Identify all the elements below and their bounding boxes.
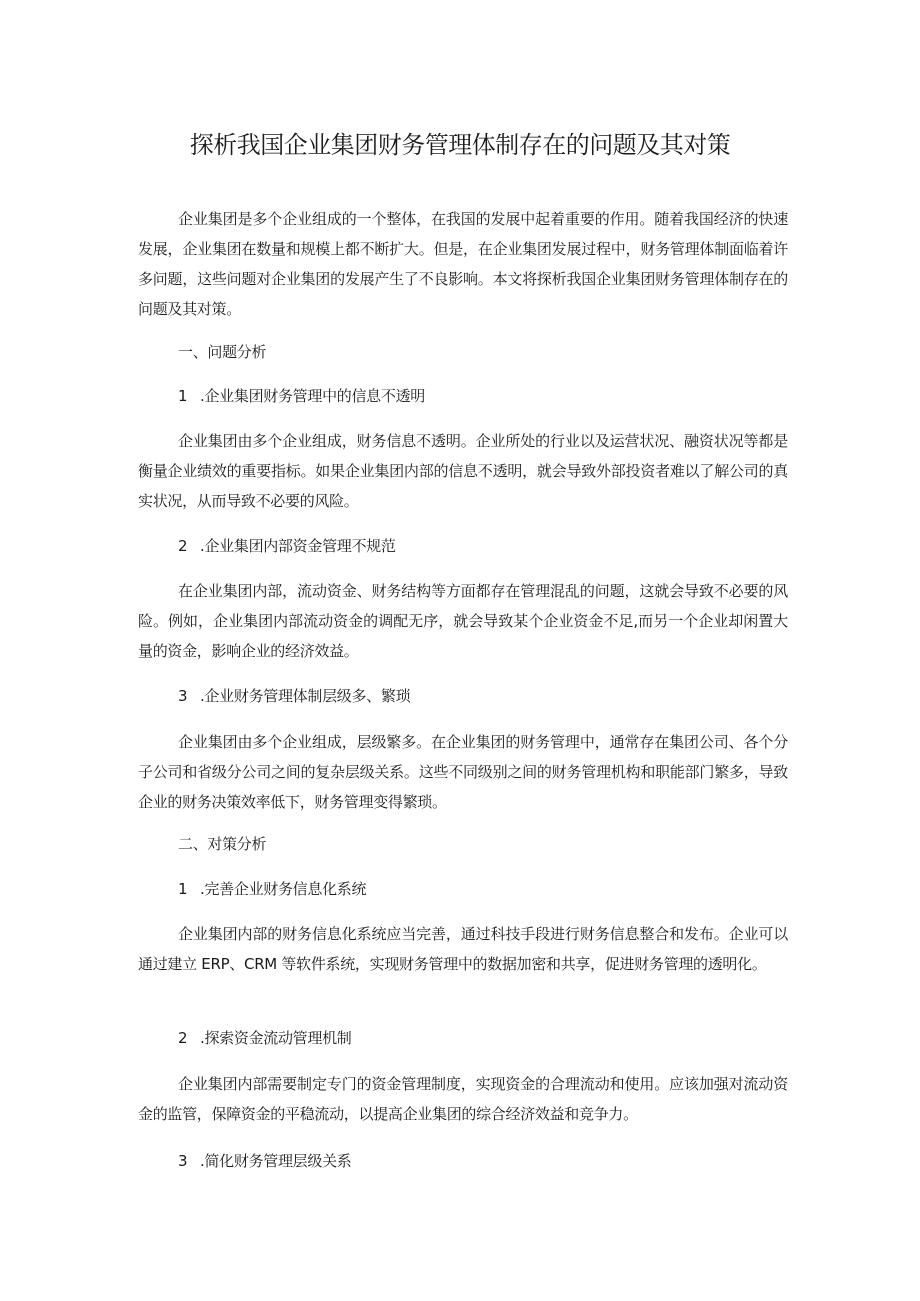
subheading-2-1 — [178, 874, 778, 904]
subheading-text: .企业集团财务管理中的信息不透明 — [200, 387, 425, 405]
subheading-number: 2 — [178, 1029, 188, 1047]
paragraph-1-3: 企业集团由多个企业组成，层级繁多。在企业集团的财务管理中，通常存在集团公司、各个分子公司和省级分公司之间的复杂层级关系。这些不同级别之间的财务管理机构和职能部门繁多，导致企业的财务决策效率低下，财务管理变得繁琐。 — [138, 733, 788, 811]
section-heading-countermeasures: 二、对策分析 — [178, 835, 267, 853]
subheading-2-2 — [178, 1023, 778, 1053]
subheading-text: .企业财务管理体制层级多、繁琐 — [200, 687, 411, 705]
subheading-1-2 — [178, 531, 778, 561]
subheading-text: .企业集团内部资金管理不规范 — [200, 537, 396, 555]
subheading-number: 1 — [178, 880, 188, 898]
subheading-2-3 — [178, 1146, 778, 1176]
subheading-number: 3 — [178, 1152, 188, 1170]
subheading-text: .完善企业财务信息化系统 — [200, 880, 367, 898]
intro-paragraph: 企业集团是多个企业组成的一个整体，在我国的发展中起着重要的作用。随着我国经济的快速发展，企业集团在数量和规模上都不断扩大。但是，在企业集团发展过程中，财务管理体制面临着许多问题，这些问题对企业集团的发展产生了不良影响。本文将探析我国企业集团财务管理体制存在的问题及其对策。 — [138, 210, 788, 318]
paragraph-1-1: 企业集团由多个企业组成，财务信息不透明。企业所处的行业以及运营状况、融资状况等都是衡量企业绩效的重要指标。如果企业集团内部的信息不透明，就会导致外部投资者难以了解公司的真实状况，从而导致不必要的风险。 — [138, 432, 788, 510]
subheading-number: 3 — [178, 687, 188, 705]
paragraph-1-2: 在企业集团内部，流动资金、财务结构等方面都存在管理混乱的问题，这就会导致不必要的风险。例如，企业集团内部流动资金的调配无序，就会导致某个企业资金不足,而另一个企业却闲置大量的资金，影响企业的经济效益。 — [138, 582, 788, 660]
subheading-text: .简化财务管理层级关系 — [200, 1152, 352, 1170]
subheading-text: .探索资金流动管理机制 — [200, 1029, 352, 1047]
subheading-1-3 — [178, 681, 778, 711]
subheading-number: 1 — [178, 387, 188, 405]
section-heading-problems: 一、问题分析 — [178, 343, 267, 361]
subheading-1-1 — [178, 381, 778, 411]
document-title: 探析我国企业集团财务管理体制存在的问题及其对策 — [189, 131, 731, 159]
paragraph-2-2: 企业集团内部需要制定专门的资金管理制度，实现资金的合理流动和使用。应该加强对流动资金的监管，保障资金的平稳流动，以提高企业集团的综合经济效益和竞争力。 — [138, 1075, 788, 1123]
paragraph-2-1: 企业集团内部的财务信息化系统应当完善，通过科技手段进行财务信息整合和发布。企业可以通过建立 ERP、CRM 等软件系统，实现财务管理中的数据加密和共享，促进财务管理的透明化。 — [138, 925, 788, 973]
subheading-number: 2 — [178, 537, 188, 555]
